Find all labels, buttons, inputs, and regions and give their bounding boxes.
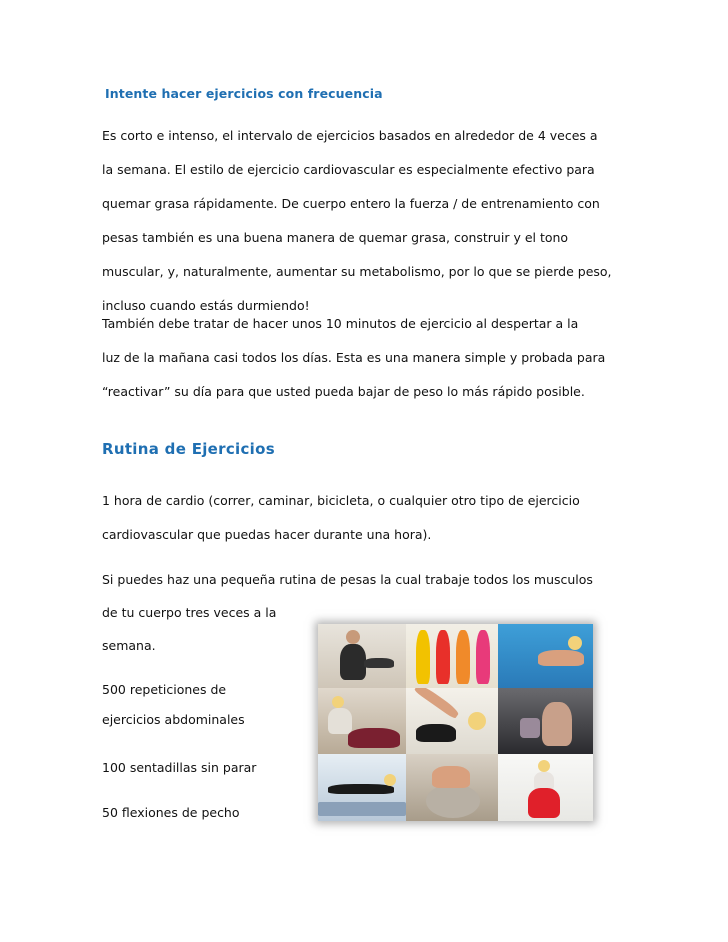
photo-dumbbell-curl bbox=[498, 688, 593, 754]
text-line: También debe tratar de hacer unos 10 minutos de ejercicio al despertar a la bbox=[102, 316, 579, 331]
text-line: pesas también es una buena manera de quemar grasa, construir y el tono bbox=[102, 230, 569, 245]
photo-lunge-exercise bbox=[318, 624, 406, 688]
text-line: Es corto e intenso, el intervalo de ejercicios basados en alrededor de 4 veces a bbox=[102, 128, 598, 143]
photo-leg-raise bbox=[406, 688, 498, 754]
paragraph-morning bbox=[102, 307, 642, 409]
cardio-line-2: cardiovascular que puedas hacer durante una hora). bbox=[102, 527, 432, 542]
weights-line-3: semana. bbox=[102, 638, 156, 653]
photo-abs-crunch bbox=[498, 624, 593, 688]
text-line: quemar grasa rápidamente. De cuerpo entero la fuerza / de entrenamiento con bbox=[102, 196, 600, 211]
text-line: “reactivar” su día para que usted pueda bajar de peso lo más rápido posible. bbox=[102, 384, 585, 399]
text-line: incluso cuando estás durmiendo! bbox=[102, 298, 310, 313]
text-line: luz de la mañana casi todos los días. Esta es una manera simple y probada para bbox=[102, 350, 606, 365]
text-line: la semana. El estilo de ejercicio cardiovascular es especialmente efectivo para bbox=[102, 162, 595, 177]
section-heading-routine: Rutina de Ejercicios bbox=[102, 440, 275, 458]
weights-line-1: Si puedes haz una pequeña rutina de pesas la cual trabaje todos los musculos bbox=[102, 572, 593, 587]
weights-line-2: de tu cuerpo tres veces a la bbox=[102, 605, 277, 620]
abs-line-1: 500 repeticiones de bbox=[102, 682, 227, 697]
text-line: muscular, y, naturalmente, aumentar su metabolismo, por lo que se pierde peso, bbox=[102, 264, 612, 279]
photo-assisted-stretch bbox=[318, 688, 406, 754]
photo-ball-crunch bbox=[406, 754, 498, 821]
squats-line: 100 sentadillas sin parar bbox=[102, 760, 257, 775]
photo-plank-exercise bbox=[318, 754, 406, 821]
photo-aerobics-group bbox=[406, 624, 498, 688]
cardio-line-1: 1 hora de cardio (correr, caminar, bicicleta, o cualquier otro tipo de ejercicio bbox=[102, 493, 580, 508]
paragraph-intervals bbox=[102, 119, 642, 323]
photo-red-pants-workout bbox=[498, 754, 593, 821]
abs-line-2: ejercicios abdominales bbox=[102, 712, 245, 727]
section-heading-frequency: Intente hacer ejercicios con frecuencia bbox=[105, 86, 383, 101]
exercise-photo-collage bbox=[318, 624, 593, 821]
pushups-line: 50 flexiones de pecho bbox=[102, 805, 240, 820]
